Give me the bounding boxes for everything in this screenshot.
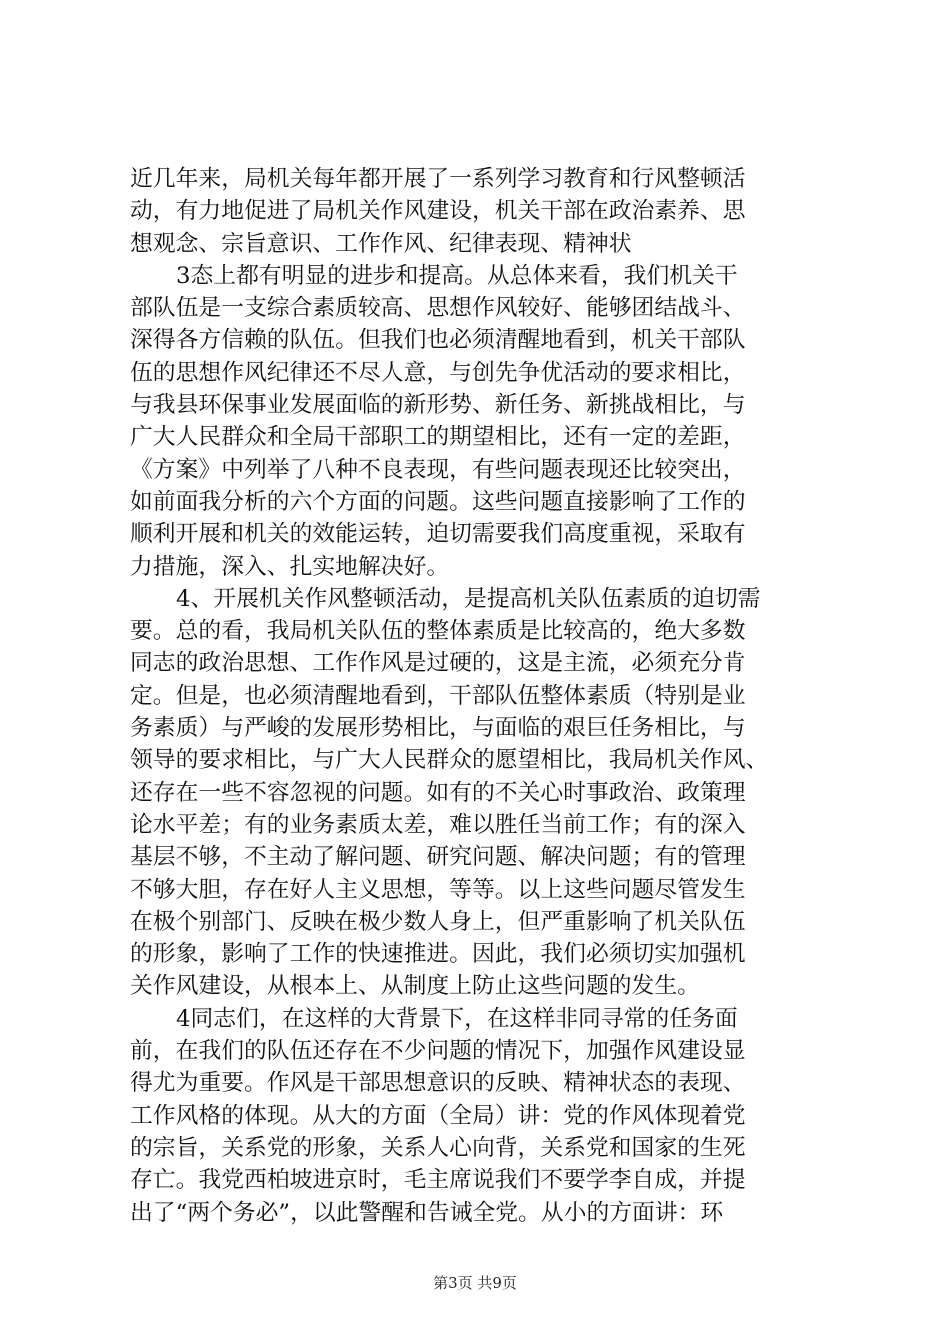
- text-line: 务素质）与严峻的发展形势相比，与面临的艰巨任务相比，与: [130, 715, 746, 742]
- text-line: 的宗旨，关系党的形象，关系人心向背，关系党和国家的生死: [130, 1134, 746, 1161]
- text-line: 力措施，深入、扎实地解决好。: [130, 553, 450, 580]
- text-line: 伍的思想作风纪律还不尽人意，与创先争优活动的要求相比，: [130, 359, 746, 386]
- text-line: 在极个别部门、反映在极少数人身上，但严重影响了机关队伍: [130, 908, 746, 935]
- page-number-footer: 第3页 共9页: [433, 1274, 517, 1292]
- text-line: 的形象，影响了工作的快速推进。因此，我们必须切实加强机: [130, 941, 746, 968]
- text-line: 还存在一些不容忽视的问题。如有的不关心时事政治、政策理: [130, 779, 746, 806]
- text-line: 与我县环保事业发展面临的新形势、新任务、新挑战相比，与: [130, 392, 746, 419]
- text-line: 近几年来，局机关每年都开展了一系列学习教育和行风整顿活: [130, 166, 746, 192]
- text-line: 顺利开展和机关的效能运转，迫切需要我们高度重视，采取有: [130, 521, 746, 548]
- text-line: 动，有力地促进了局机关作风建设，机关干部在政治素养、思: [130, 198, 746, 225]
- text-line: 部队伍是一支综合素质较高、思想作风较好、能够团结战斗、: [130, 295, 746, 322]
- text-line: 4、开展机关作风整顿活动，是提高机关队伍素质的迫切需: [176, 585, 761, 612]
- text-line: 工作风格的体现。从大的方面（全局）讲：党的作风体现着党: [130, 1102, 746, 1129]
- text-line: 深得各方信赖的队伍。但我们也必须清醒地看到，机关干部队: [130, 327, 746, 354]
- document-body: [130, 163, 830, 1229]
- text-line: 不够大胆，存在好人主义思想，等等。以上这些问题尽管发生: [130, 876, 746, 903]
- text-line: 存亡。我党西柏坡进京时，毛主席说我们不要学李自成，并提: [130, 1167, 746, 1194]
- text-line: 如前面我分析的六个方面的问题。这些问题直接影响了工作的: [130, 488, 746, 515]
- text-line: 领导的要求相比，与广大人民群众的愿望相比，我局机关作风、: [130, 747, 769, 774]
- text-line: 3态上都有明显的进步和提高。从总体来看，我们机关干: [176, 262, 738, 289]
- text-line: 前，在我们的队伍还存在不少问题的情况下，加强作风建设显: [130, 1038, 746, 1065]
- text-line: 基层不够，不主动了解问题、研究问题、解决问题；有的管理: [130, 844, 746, 871]
- text-line: 4同志们，在这样的大背景下，在这样非同寻常的任务面: [176, 1005, 738, 1032]
- text-line: 论水平差；有的业务素质太差，难以胜任当前工作；有的深入: [130, 811, 746, 838]
- text-line: 《方案》中列举了八种不良表现，有些问题表现还比较突出，: [130, 456, 746, 483]
- text-line: 关作风建设，从根本上、从制度上防止这些问题的发生。: [130, 973, 700, 1000]
- text-line: 得尤为重要。作风是干部思想意识的反映、精神状态的表现、: [130, 1070, 746, 1097]
- text-line: 定。但是，也必须清醒地看到，干部队伍整体素质（特别是业: [130, 682, 746, 709]
- text-line: 出了“两个务必”，以此警醒和告诫全党。从小的方面讲：环: [130, 1199, 724, 1226]
- text-line: 同志的政治思想、工作作风是过硬的，这是主流，必须充分肯: [130, 650, 746, 677]
- text-line: 广大人民群众和全局干部职工的期望相比，还有一定的差距，: [130, 424, 746, 451]
- text-line: 要。总的看，我局机关队伍的整体素质是比较高的，绝大多数: [130, 618, 746, 645]
- text-line: 想观念、宗旨意识、工作作风、纪律表现、精神状: [130, 230, 632, 257]
